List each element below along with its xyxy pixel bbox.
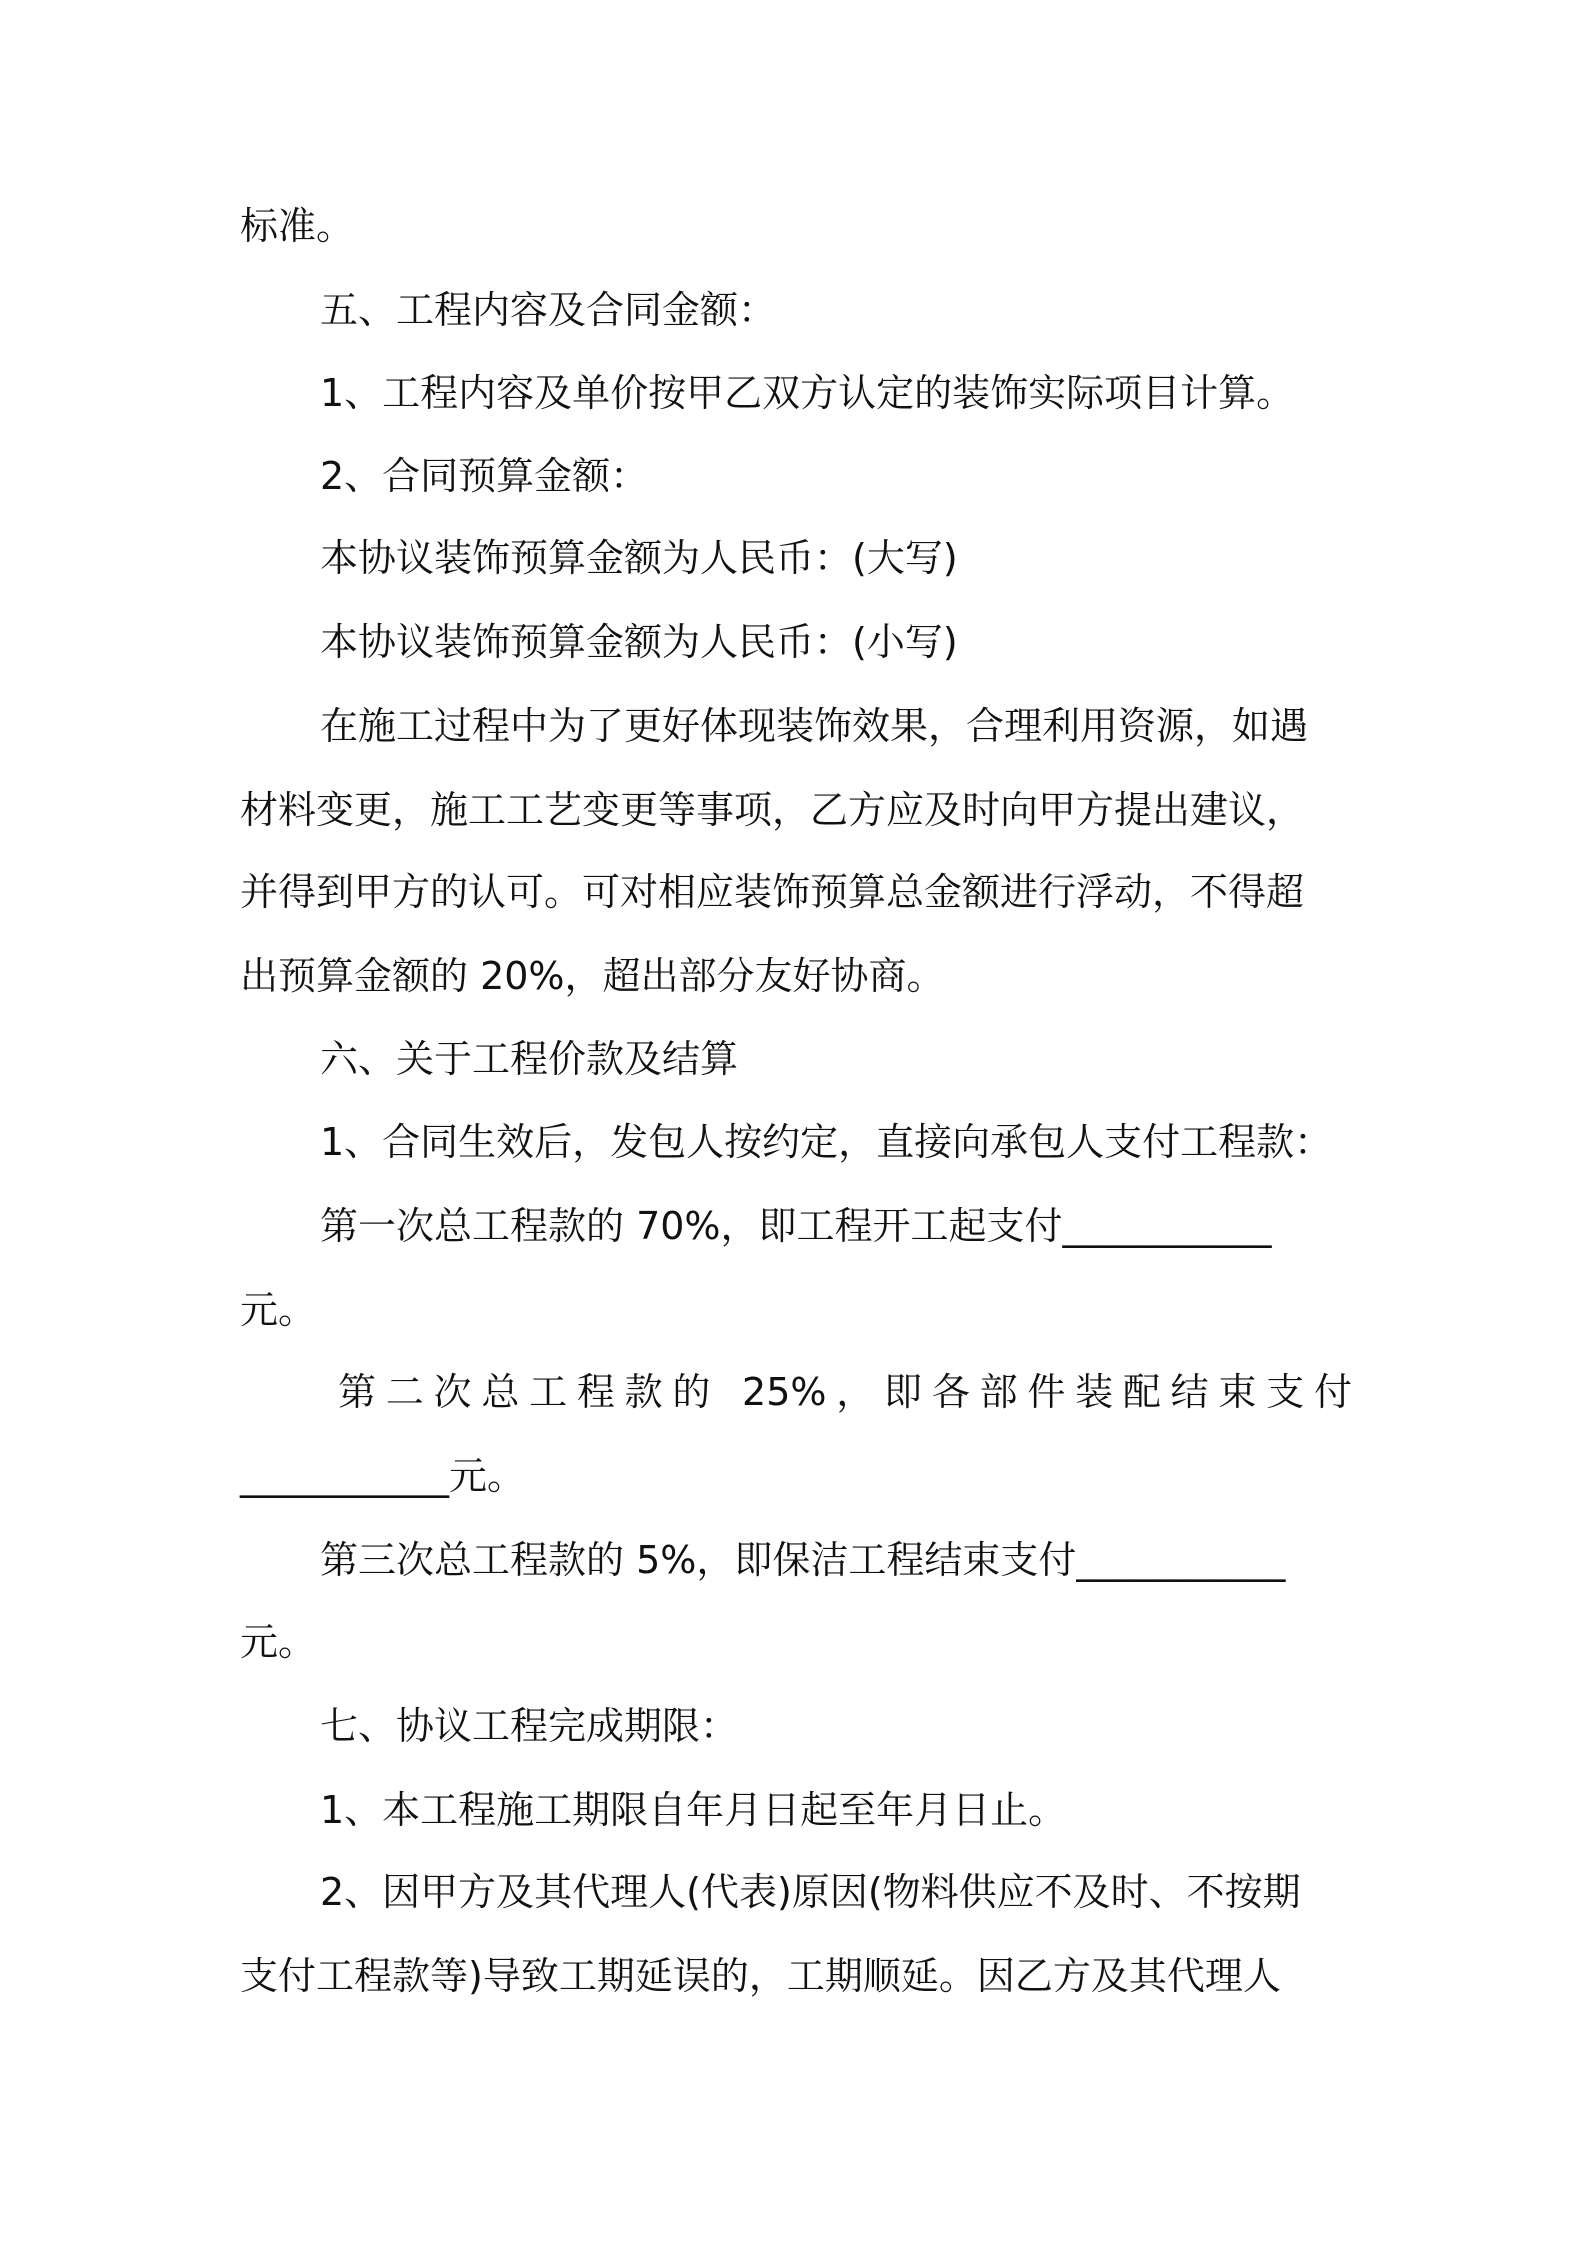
section-heading-six: 六、关于工程价款及结算 bbox=[320, 1037, 739, 1081]
text-line: 支付工程款等)导致工期延误的，工期顺延。因乙方及其代理人 bbox=[240, 1954, 1281, 1998]
text-line: 并得到甲方的认可。可对相应装饰预算总金额进行浮动，不得超 bbox=[240, 870, 1305, 914]
text-line: 元。 bbox=[240, 1620, 317, 1664]
text-line: ___________元。 bbox=[240, 1454, 526, 1498]
text-line: 2、因甲方及其代理人(代表)原因(物料供应不及时、不按期 bbox=[320, 1870, 1301, 1914]
text-line: 1、工程内容及单价按甲乙双方认定的装饰实际项目计算。 bbox=[320, 371, 1295, 415]
text-line: 本协议装饰预算金额为人民币：(大写) bbox=[320, 536, 958, 580]
section-heading-five: 五、工程内容及合同金额： bbox=[320, 288, 777, 332]
text-line: 1、合同生效后，发包人按约定，直接向承包人支付工程款： bbox=[320, 1120, 1333, 1164]
text-line: 2、合同预算金额： bbox=[320, 454, 649, 498]
text-line: 标准。 bbox=[240, 204, 355, 248]
text-line: 元。 bbox=[240, 1288, 317, 1332]
text-line: 材料变更，施工工艺变更等事项，乙方应及时向甲方提出建议， bbox=[240, 788, 1305, 832]
text-line: 本协议装饰预算金额为人民币：(小写) bbox=[320, 620, 958, 664]
text-line: 出预算金额的 20%，超出部分友好协商。 bbox=[240, 954, 945, 998]
text-line: 在施工过程中为了更好体现装饰效果，合理利用资源，如遇 bbox=[320, 704, 1309, 748]
section-heading-seven: 七、协议工程完成期限： bbox=[320, 1704, 739, 1748]
text-line: 第二次总工程款的 25%，即各部件装配结束支付 bbox=[338, 1370, 1352, 1414]
text-line: 第一次总工程款的 70%，即工程开工起支付___________ bbox=[320, 1204, 1272, 1248]
text-line: 1、本工程施工期限自年月日起至年月日止。 bbox=[320, 1788, 1067, 1832]
text-line: 第三次总工程款的 5%，即保洁工程结束支付___________ bbox=[320, 1538, 1286, 1582]
